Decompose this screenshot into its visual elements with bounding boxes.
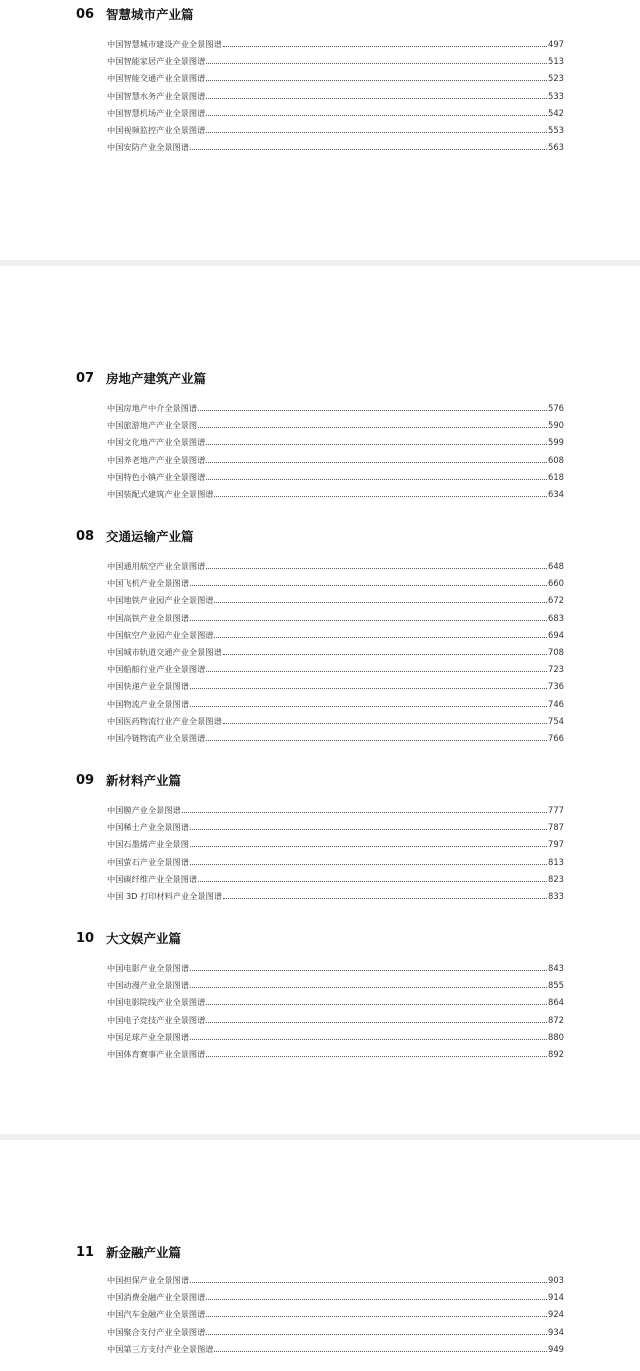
toc-entry-title: 中国智慧水务产业全景图谱 xyxy=(107,90,206,101)
section-number: 09 xyxy=(76,773,95,788)
dot-leader xyxy=(223,897,547,899)
toc-entry-page-number: 855 xyxy=(548,980,564,991)
toc-entry-page-number: 892 xyxy=(548,1049,564,1059)
toc-entry-title: 中国电影院线产业全景图谱 xyxy=(107,997,206,1008)
toc-entry-title: 中国 3D 打印材料产业全景图谱 xyxy=(107,891,222,901)
toc-entry-title: 中国聚合支付产业全景图谱 xyxy=(107,1326,206,1337)
toc-entry-title: 中国第三方支付产业全景图谱 xyxy=(107,1343,214,1354)
section-title: 智慧城市产业篇 xyxy=(106,7,194,22)
dot-leader xyxy=(206,443,547,445)
toc-entry-page-number: 833 xyxy=(548,891,564,901)
dot-leader xyxy=(182,811,547,813)
toc-entry[interactable] xyxy=(107,694,564,710)
section-title: 新材料产业篇 xyxy=(106,773,182,788)
dot-leader xyxy=(206,1055,547,1057)
toc-entry-title: 中国智慧机场产业全景图谱 xyxy=(107,107,206,118)
section-title: 大文娱产业篇 xyxy=(106,931,182,946)
dot-leader xyxy=(223,45,547,47)
toc-entry-title: 中国城市轨道交通产业全景图谱 xyxy=(107,647,222,657)
dot-leader xyxy=(190,845,547,847)
section-title: 房地产建筑产业篇 xyxy=(106,371,207,386)
section-number: 10 xyxy=(76,931,95,946)
toc-entry-title: 中国房地产中介全景图谱 xyxy=(107,403,198,413)
dot-leader xyxy=(206,1298,547,1300)
dot-leader xyxy=(190,148,547,150)
dot-leader xyxy=(206,1333,547,1335)
toc-entry-page-number: 934 xyxy=(548,1326,564,1337)
toc-entry-title: 中国视频监控产业全景图谱 xyxy=(107,125,206,135)
toc-entry-page-number: 648 xyxy=(548,561,564,571)
toc-entry-page-number: 754 xyxy=(548,715,564,726)
toc-entry[interactable] xyxy=(107,120,564,136)
dot-leader xyxy=(223,653,547,655)
toc-entry-title: 中国高铁产业全景图谱 xyxy=(107,612,189,623)
toc-entry-page-number: 599 xyxy=(548,437,564,448)
toc-entry-page-number: 660 xyxy=(548,578,564,589)
toc-entry-title: 中国稀土产业全景图谱 xyxy=(107,822,189,833)
dot-leader xyxy=(190,1038,547,1040)
section-heading xyxy=(0,369,640,389)
section-heading xyxy=(0,527,640,547)
section-title: 新金融产业篇 xyxy=(106,1245,182,1260)
toc-entry[interactable] xyxy=(107,1027,564,1043)
toc-entry[interactable] xyxy=(107,484,564,500)
toc-entry-title: 中国通用航空产业全景图谱 xyxy=(107,561,206,571)
toc-entry-page-number: 903 xyxy=(548,1275,564,1285)
dot-leader xyxy=(190,863,547,865)
toc-entry[interactable] xyxy=(107,398,564,414)
dot-leader xyxy=(190,969,547,971)
toc-entry[interactable] xyxy=(107,711,564,727)
toc-entry-page-number: 497 xyxy=(548,39,564,49)
toc-entry-title: 中国地铁产业园产业全景图谱 xyxy=(107,595,214,606)
dot-leader xyxy=(206,478,547,480)
dot-leader xyxy=(214,495,547,497)
toc-entry-page-number: 590 xyxy=(548,420,564,431)
toc-entry[interactable] xyxy=(107,86,564,102)
toc-entry-title: 中国物流产业全景图谱 xyxy=(107,698,189,709)
dot-leader xyxy=(206,1003,547,1005)
toc-entry-title: 中国航空产业园产业全景图谱 xyxy=(107,629,214,640)
toc-entry[interactable] xyxy=(107,852,564,868)
toc-entry-title: 中国安防产业全景图谱 xyxy=(107,142,189,153)
toc-entry-page-number: 542 xyxy=(548,107,564,118)
dot-leader xyxy=(206,739,547,741)
toc-entry-title: 中国碳纤维产业全景图谱 xyxy=(107,873,198,884)
toc-entry-title: 中国智慧城市建设产业全景图谱 xyxy=(107,39,222,49)
section-number: 07 xyxy=(76,371,95,386)
toc-entry-page-number: 880 xyxy=(548,1031,564,1042)
toc-entry-title: 中国装配式建筑产业全景图谱 xyxy=(107,489,214,499)
toc-entry-title: 中国担保产业全景图谱 xyxy=(107,1275,189,1285)
section-number: 08 xyxy=(76,529,95,544)
toc-entry-page-number: 683 xyxy=(548,612,564,623)
toc-entry-title: 中国消费金融产业全景图谱 xyxy=(107,1292,206,1303)
dot-leader xyxy=(206,1021,547,1023)
dot-leader xyxy=(198,880,547,882)
toc-entry-page-number: 523 xyxy=(548,73,564,84)
section-heading xyxy=(0,771,640,791)
toc-entry-title: 中国医药物流行业产业全景图谱 xyxy=(107,715,222,726)
toc-entry-title: 中国膜产业全景图谱 xyxy=(107,805,181,815)
section-number: 06 xyxy=(76,7,95,22)
toc-entry-page-number: 708 xyxy=(548,647,564,657)
dot-leader xyxy=(190,619,547,621)
dot-leader xyxy=(190,687,547,689)
toc-entry-page-number: 563 xyxy=(548,142,564,153)
toc-entry-page-number: 694 xyxy=(548,629,564,640)
dot-leader xyxy=(206,1315,547,1317)
dot-leader xyxy=(206,97,547,99)
page-divider xyxy=(0,260,640,266)
toc-entry[interactable] xyxy=(107,137,564,153)
toc-entry[interactable] xyxy=(107,556,564,572)
toc-entry-page-number: 787 xyxy=(548,822,564,833)
toc-entry-title: 中国养老地产产业全景图谱 xyxy=(107,454,206,465)
toc-entry-title: 中国智能交通产业全景图谱 xyxy=(107,73,206,84)
toc-entry[interactable] xyxy=(107,992,564,1008)
toc-entry[interactable] xyxy=(107,103,564,119)
dot-leader xyxy=(214,636,547,638)
toc-entry-title: 中国船舶行业产业全景图谱 xyxy=(107,664,206,675)
toc-entry[interactable] xyxy=(107,817,564,833)
toc-entry[interactable] xyxy=(107,728,564,744)
toc-entry[interactable] xyxy=(107,450,564,466)
toc-entry-title: 中国旅游地产产业全景图 xyxy=(107,420,198,431)
toc-entry-page-number: 777 xyxy=(548,805,564,815)
section-heading xyxy=(0,1243,640,1263)
dot-leader xyxy=(223,722,547,724)
toc-entry[interactable] xyxy=(107,608,564,624)
toc-entry[interactable] xyxy=(107,467,564,483)
dot-leader xyxy=(214,1350,547,1352)
toc-entry-page-number: 797 xyxy=(548,839,564,850)
toc-entry-title: 中国动漫产业全景图谱 xyxy=(107,980,189,991)
toc-entry-title: 中国飞机产业全景图谱 xyxy=(107,578,189,589)
toc-entry-page-number: 746 xyxy=(548,698,564,709)
toc-entry[interactable] xyxy=(107,1304,564,1320)
toc-entry[interactable] xyxy=(107,642,564,658)
toc-entry[interactable] xyxy=(107,659,564,675)
dot-leader xyxy=(190,1281,547,1283)
toc-entry[interactable] xyxy=(107,51,564,67)
dot-leader xyxy=(190,705,547,707)
toc-entry-title: 中国萤石产业全景图谱 xyxy=(107,856,189,867)
dot-leader xyxy=(206,131,547,133)
dot-leader xyxy=(190,986,547,988)
dot-leader xyxy=(198,426,547,428)
section-heading xyxy=(0,5,640,25)
toc-entry[interactable] xyxy=(107,1287,564,1303)
toc-entry[interactable] xyxy=(107,68,564,84)
toc-entry[interactable] xyxy=(107,975,564,991)
dot-leader xyxy=(206,114,547,116)
toc-entry[interactable] xyxy=(107,869,564,885)
toc-entry-page-number: 872 xyxy=(548,1014,564,1025)
toc-entry[interactable] xyxy=(107,1322,564,1338)
toc-entry-page-number: 813 xyxy=(548,856,564,867)
toc-entry-title: 中国体育赛事产业全景图谱 xyxy=(107,1049,206,1059)
toc-entry-title: 中国石墨烯产业全景图 xyxy=(107,839,189,850)
toc-entry[interactable] xyxy=(107,1044,564,1060)
toc-entry-page-number: 766 xyxy=(548,733,564,743)
dot-leader xyxy=(206,461,547,463)
toc-entry[interactable] xyxy=(107,415,564,431)
toc-entry-title: 中国快递产业全景图谱 xyxy=(107,681,189,692)
toc-entry[interactable] xyxy=(107,590,564,606)
toc-entry[interactable] xyxy=(107,1010,564,1026)
toc-entry-page-number: 672 xyxy=(548,595,564,606)
toc-entry-page-number: 608 xyxy=(548,454,564,465)
toc-entry-title: 中国电影产业全景图谱 xyxy=(107,963,189,973)
dot-leader xyxy=(198,409,547,411)
toc-entry-title: 中国文化地产产业全景图谱 xyxy=(107,437,206,448)
toc-entry-page-number: 843 xyxy=(548,963,564,973)
toc-entry-title: 中国冷链物流产业全景图谱 xyxy=(107,733,206,743)
toc-entry-title: 中国电子竞技产业全景图谱 xyxy=(107,1014,206,1025)
section-title: 交通运输产业篇 xyxy=(106,529,194,544)
toc-entry[interactable] xyxy=(107,625,564,641)
dot-leader xyxy=(214,601,547,603)
section-heading xyxy=(0,929,640,949)
toc-entry[interactable] xyxy=(107,676,564,692)
toc-entry-page-number: 736 xyxy=(548,681,564,692)
toc-entry-title: 中国足球产业全景图谱 xyxy=(107,1031,189,1042)
toc-entry-page-number: 949 xyxy=(548,1343,564,1354)
toc-entry-page-number: 914 xyxy=(548,1292,564,1303)
toc-entry[interactable] xyxy=(107,1270,564,1286)
dot-leader xyxy=(190,584,547,586)
dot-leader xyxy=(206,62,547,64)
toc-entry-page-number: 823 xyxy=(548,873,564,884)
toc-entry[interactable] xyxy=(107,1339,564,1355)
toc-entry-page-number: 864 xyxy=(548,997,564,1008)
toc-entry[interactable] xyxy=(107,958,564,974)
toc-entry-title: 中国智能家居产业全景图谱 xyxy=(107,56,206,67)
toc-entry[interactable] xyxy=(107,34,564,50)
toc-entry[interactable] xyxy=(107,800,564,816)
dot-leader xyxy=(206,567,547,569)
dot-leader xyxy=(206,670,547,672)
toc-entry[interactable] xyxy=(107,834,564,850)
page-divider xyxy=(0,1134,640,1140)
section-number: 11 xyxy=(76,1245,95,1260)
dot-leader xyxy=(206,79,547,81)
toc-entry-page-number: 533 xyxy=(548,90,564,101)
toc-entry-page-number: 576 xyxy=(548,403,564,413)
toc-entry[interactable] xyxy=(107,886,564,902)
toc-entry[interactable] xyxy=(107,432,564,448)
toc-entry-page-number: 924 xyxy=(548,1309,564,1320)
toc-entry-page-number: 634 xyxy=(548,489,564,499)
toc-entry-title: 中国特色小镇产业全景图谱 xyxy=(107,471,206,482)
toc-entry[interactable] xyxy=(107,573,564,589)
toc-entry-page-number: 723 xyxy=(548,664,564,675)
toc-entry-title: 中国汽车金融产业全景图谱 xyxy=(107,1309,206,1320)
toc-entry-page-number: 513 xyxy=(548,56,564,67)
dot-leader xyxy=(190,828,547,830)
toc-entry-page-number: 618 xyxy=(548,471,564,482)
toc-entry-page-number: 553 xyxy=(548,125,564,135)
